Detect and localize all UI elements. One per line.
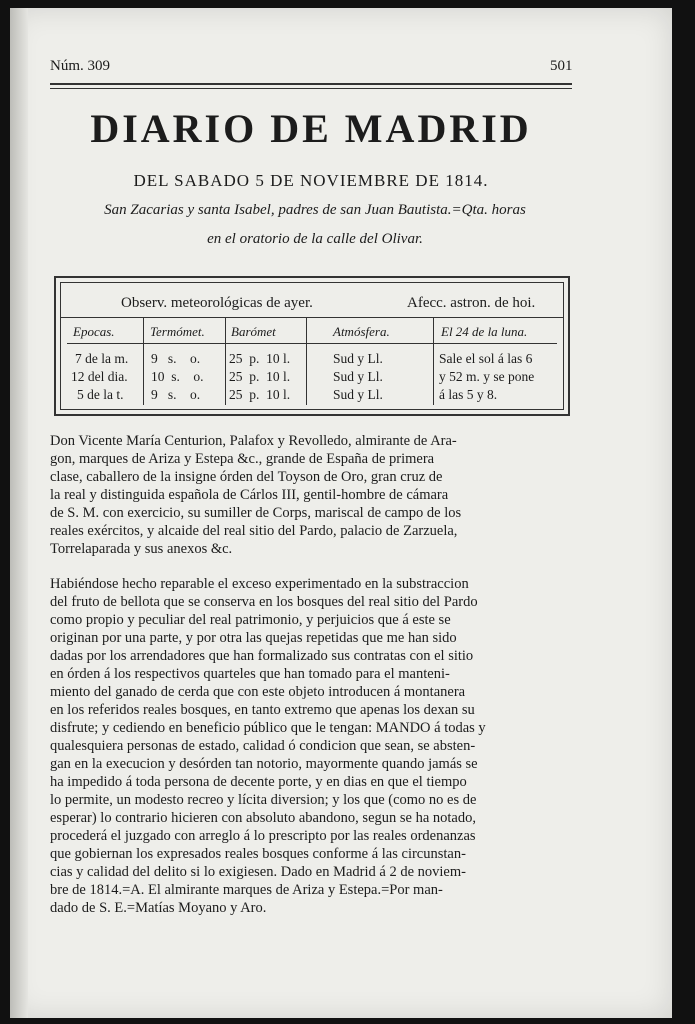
text-line: cias y calidad del delito si lo exigiesen. Dado en Madrid á 2 de noviem- <box>50 864 466 880</box>
decree-preamble <box>50 432 574 558</box>
text-line: de S. M. con exercicio, su sumiller de Corps, mariscal de campo de los <box>50 505 462 521</box>
col-header-epochs: Epocas. <box>73 324 115 339</box>
col-header-moon: El 24 de la luna. <box>441 324 528 339</box>
text-line: en los referidos reales bosques, en tanto extremo que apenas los dexan su <box>50 702 475 718</box>
text-line: disfrute; y cediendo en beneficio público que le tengan: MANDO á todas y <box>50 720 486 736</box>
col-divider <box>143 317 144 405</box>
text-line: como propio y peculiar del real patrimonio, y perjuicios que á este se <box>50 612 451 628</box>
saints-line-2: en el oratorio de la calle del Olivar. <box>207 231 423 247</box>
top-rule <box>50 83 572 85</box>
column-rule <box>67 343 557 344</box>
issue-number: Núm. 309 <box>50 58 110 74</box>
text-line: gan en la execucion y desórden tan notorio, mayormente quando jamás se <box>50 756 478 772</box>
row-3-atmosphere: Sud y Ll. <box>333 387 383 402</box>
row-2-thermometer: 10 s. o. <box>151 369 204 384</box>
astro-line-2: y 52 m. y se pone <box>439 369 535 384</box>
weather-table <box>54 276 570 416</box>
row-3-barometer: 25 p. 10 l. <box>229 387 291 402</box>
text-line: originan por una parte, y por otra las quejas repetidas que me han sido <box>50 630 457 646</box>
decree-body <box>50 575 574 917</box>
col-divider <box>433 317 434 405</box>
header-rule <box>61 317 563 318</box>
row-2-epoch: 12 del dia. <box>71 369 128 384</box>
text-line: la real y distinguida española de Cárlos III, gentil-hombre de cámara <box>50 487 449 503</box>
row-1-epoch: 7 de la m. <box>75 351 129 366</box>
text-line: Habiéndose hecho reparable el exceso experimentado en la substraccion <box>50 576 469 592</box>
row-3-epoch: 5 de la t. <box>77 387 124 402</box>
text-line: en órden á los respectivos quarteles que han tomado para el manteni- <box>50 666 450 682</box>
astro-line-1: Sale el sol á las 6 <box>439 351 533 366</box>
masthead-title: DIARIO DE MADRID <box>90 106 532 151</box>
text-line: procederá el juzgado con arreglo á lo prescripto por las reales ordenanzas <box>50 828 476 844</box>
text-line: dadas por los arrendadores que han formalizado sus contratas con el sitio <box>50 648 474 664</box>
weather-title: Observ. meteorológicas de ayer. <box>121 295 313 311</box>
text-line: que gobiernan los expresados reales bosques conforme á las circunstan- <box>50 846 466 862</box>
text-line: bre de 1814.=A. El almirante marques de Ariza y Estepa.=Por man- <box>50 882 443 898</box>
text-line: del fruto de bellota que se conserva en los bosques del real sitio del Pardo <box>50 594 478 610</box>
date-line: DEL SABADO 5 DE NOVIEMBRE DE 1814. <box>133 171 489 190</box>
astro-title: Afecc. astron. de hoi. <box>407 295 536 311</box>
col-header-barometer: Barómet <box>231 324 276 339</box>
text-line: esperar) lo contrario hicieren con absoluto abandono, segun se ha notado, <box>50 810 476 826</box>
row-1-thermometer: 9 s. o. <box>151 351 201 366</box>
text-line: miento del ganado de cerda que con este objeto introducen á montanera <box>50 684 466 700</box>
text-line: lo permite, un modesto recreo y lícita diversion; y los que (como no es de <box>50 792 477 808</box>
row-1-barometer: 25 p. 10 l. <box>229 351 291 366</box>
astro-line-3: á las 5 y 8. <box>439 387 498 402</box>
page-spine <box>10 8 28 1018</box>
col-divider <box>225 317 226 405</box>
text-line: gon, marques de Ariza y Estepa &c., grande de España de primera <box>50 451 435 467</box>
weather-table-frame <box>60 282 564 410</box>
text-line: reales exércitos, y alcaide del real sitio del Pardo, palacio de Zarzuela, <box>50 523 458 539</box>
row-3-thermometer: 9 s. o. <box>151 387 201 402</box>
text-line: qualesquiera personas de estado, calidad ó condicion que sean, se absten- <box>50 738 476 754</box>
row-2-atmosphere: Sud y Ll. <box>333 369 383 384</box>
text-line: ha impedido á toda persona de decente porte, y en dias en que el tiempo <box>50 774 467 790</box>
newspaper-page <box>10 8 672 1018</box>
text-line: clase, caballero de la insigne órden del Toyson de Oro, gran cruz de <box>50 469 443 485</box>
text-line: dado de S. E.=Matías Moyano y Aro. <box>50 900 267 916</box>
col-header-atmosphere: Atmósfera. <box>333 324 390 339</box>
top-rule-thin <box>50 88 572 89</box>
text-line: Torrelaparada y sus anexos &c. <box>50 541 233 557</box>
row-2-barometer: 25 p. 10 l. <box>229 369 291 384</box>
col-header-thermometer: Termómet. <box>150 324 205 339</box>
col-divider <box>306 317 307 405</box>
saints-line-1: San Zacarias y santa Isabel, padres de san Juan Bautista.=Qta. horas <box>104 202 526 218</box>
row-1-atmosphere: Sud y Ll. <box>333 351 383 366</box>
page-number: 501 <box>550 58 573 74</box>
text-line: Don Vicente María Centurion, Palafox y Revolledo, almirante de Ara- <box>50 433 457 449</box>
